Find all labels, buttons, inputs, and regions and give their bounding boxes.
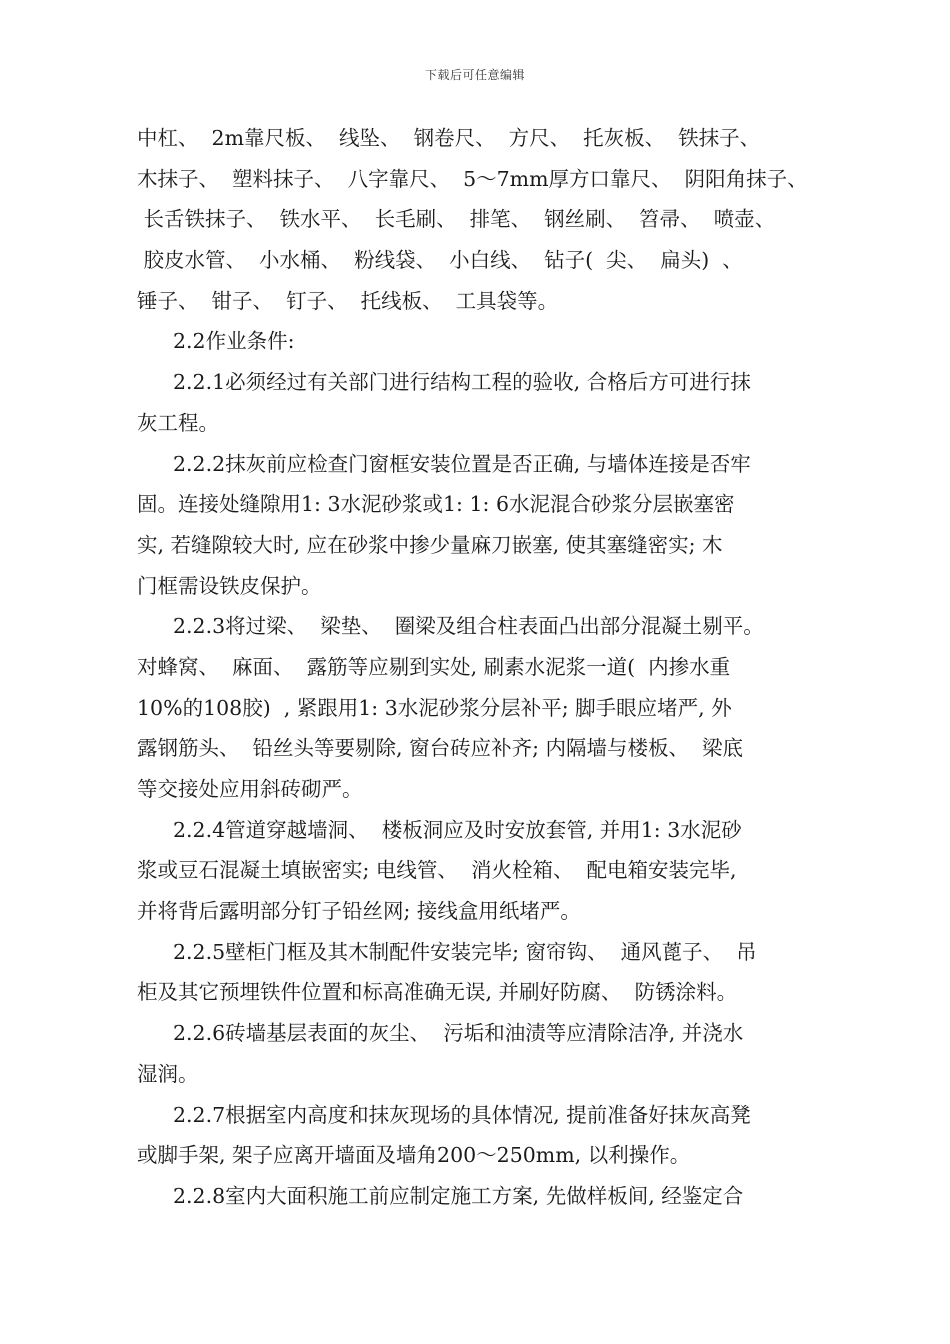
text-line: 10%的108胶) , 紧跟用1: 3水泥砂浆分层补平; 脚手眼应堵严, 外 xyxy=(137,695,732,720)
paragraph-start: 2.2.2抹灰前应检查门窗框安装位置是否正确, 与墙体连接是否牢 xyxy=(173,451,751,476)
text-line: 中杠、 2m靠尺板、 线坠、 钢卷尺、 方尺、 托灰板、 铁抹子、 xyxy=(137,126,761,150)
paragraph-start: 2.2.6砖墙基层表面的灰尘、 污垢和油渍等应清除洁净, 并浇水 xyxy=(173,1021,744,1046)
paragraph-start: 2.2.1必须经过有关部门进行结构工程的验收, 合格后方可进行抹 xyxy=(173,370,751,395)
text-line: 湿润。 xyxy=(137,1061,199,1086)
text-line: 对蜂窝、 麻面、 露筋等应剔到实处, 刷素水泥浆一道( 内掺水重 xyxy=(137,654,731,679)
text-line: 柜及其它预埋铁件位置和标高准确无误, 并刷好防腐、 防锈涂料。 xyxy=(137,980,738,1005)
text-line: 锤子、 钳子、 钉子、 托线板、 工具袋等。 xyxy=(137,288,559,313)
text-line: 胶皮水管、 小水桶、 粉线袋、 小白线、 钻子( 尖、 扁头) 、 xyxy=(137,248,743,273)
text-line: 灰工程。 xyxy=(137,410,219,435)
text-line: 实, 若缝隙较大时, 应在砂浆中掺少量麻刀嵌塞, 使其塞缝密实; 木 xyxy=(137,532,723,557)
paragraph-start: 2.2.8室内大面积施工前应制定施工方案, 先做样板间, 经鉴定合 xyxy=(173,1183,744,1208)
text-line: 木抹子、 塑料抹子、 八字靠尺、 5～7mm厚方口靠尺、 阴阳角抹子、 xyxy=(137,166,808,191)
document-body xyxy=(137,118,857,1217)
paragraph-start: 2.2.4管道穿越墙洞、 楼板洞应及时安放套管, 并用1: 3水泥砂 xyxy=(173,817,742,842)
text-line: 等交接处应用斜砖砌严。 xyxy=(137,777,363,801)
text-line: 并将背后露明部分钉子铅丝网; 接线盒用纸堵严。 xyxy=(137,899,581,924)
paragraph-start: 2.2.5壁柜门框及其木制配件安装完毕; 窗帘钩、 通风蓖子、 吊 xyxy=(173,939,757,964)
text-line: 固。连接处缝隙用1: 3水泥砂浆或1: 1: 6水泥混合砂浆分层嵌塞密 xyxy=(137,492,735,517)
text-line: 或脚手架, 架子应离开墙面及墙角200～250mm, 以利操作。 xyxy=(137,1143,691,1168)
paragraph-start: 2.2.7根据室内高度和抹灰现场的具体情况, 提前准备好抹灰高凳 xyxy=(173,1102,751,1127)
text-line: 长舌铁抹子、 铁水平、 长毛刷、 排笔、 钢丝刷、 笤帚、 喷壶、 xyxy=(137,207,776,232)
section-heading: 2.2作业条件: xyxy=(173,329,295,354)
text-line: 门框需设铁皮保护。 xyxy=(137,573,322,598)
page-header: 下载后可任意编辑 xyxy=(424,68,525,82)
text-line: 浆或豆石混凝土填嵌密实; 电线管、 消火栓箱、 配电箱安装完毕, xyxy=(137,858,737,883)
paragraph-start: 2.2.3将过梁、 梁垫、 圈梁及组合柱表面凸出部分混凝土剔平。 xyxy=(173,614,764,639)
text-line: 露钢筋头、 铅丝头等要剔除, 窗台砖应补齐; 内隔墙与楼板、 梁底 xyxy=(137,736,744,761)
